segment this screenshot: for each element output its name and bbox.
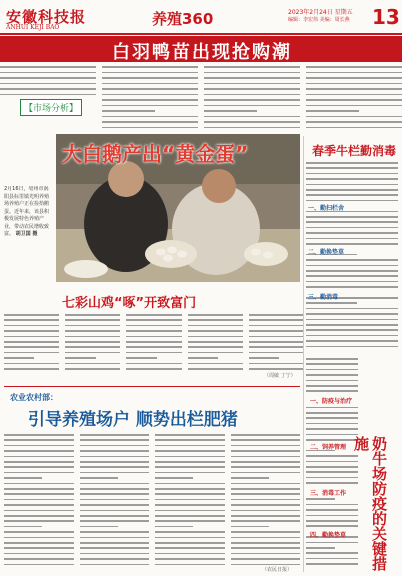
text-line	[231, 526, 269, 528]
pheasant-story-byline: （周敏 丁宁）	[264, 373, 296, 379]
text-line	[306, 94, 402, 96]
text-line	[204, 83, 300, 85]
lead-headline: 白羽鸭苗出现抢购潮	[112, 42, 292, 63]
text-line	[126, 363, 181, 365]
text-line	[80, 520, 150, 522]
text-line	[204, 116, 300, 118]
text-line	[306, 461, 358, 463]
text-line	[4, 352, 59, 354]
text-line	[102, 77, 198, 79]
text-line	[4, 368, 59, 370]
text-line	[249, 346, 304, 348]
text-line	[306, 259, 398, 261]
text-line	[306, 477, 358, 479]
text-line	[231, 547, 301, 549]
text-line	[306, 189, 398, 191]
text-line	[126, 336, 181, 338]
text-line	[306, 121, 402, 123]
text-line	[155, 472, 225, 474]
text-line	[4, 537, 74, 539]
text-line	[65, 346, 120, 348]
text-line	[80, 510, 150, 512]
text-line	[249, 352, 304, 354]
text-line	[231, 434, 301, 436]
text-line	[231, 520, 301, 522]
text-line	[306, 265, 398, 267]
newspaper-logo-subtitle: ANHUI KEJI BAO	[6, 24, 60, 31]
text-line	[102, 83, 198, 85]
dairy-subhead-2: 二、饲养管理	[310, 444, 347, 451]
photo-credit: 胡卫国 摄	[15, 231, 38, 237]
text-line	[65, 319, 120, 321]
text-line	[306, 270, 398, 272]
text-line	[4, 450, 74, 452]
text-line	[4, 547, 74, 549]
text-line	[204, 110, 257, 112]
bottom-story-title: 引导养殖场户 顺势出栏肥猪	[28, 410, 238, 430]
text-line	[231, 542, 301, 544]
text-line	[4, 434, 74, 436]
text-line	[4, 466, 74, 468]
text-line	[306, 162, 398, 164]
text-line	[155, 537, 225, 539]
text-line	[102, 72, 198, 74]
photo-caption	[4, 186, 52, 278]
text-line	[155, 564, 225, 566]
text-line	[306, 412, 358, 414]
text-line	[155, 499, 225, 501]
text-line	[155, 520, 225, 522]
dairy-story-title: 奶牛场防疫的关键措施	[352, 436, 388, 571]
text-line	[306, 324, 398, 326]
text-line	[155, 445, 225, 447]
text-line	[306, 515, 358, 517]
text-line	[155, 553, 225, 555]
text-line	[231, 466, 301, 468]
text-line	[306, 116, 402, 118]
text-line	[306, 369, 358, 371]
text-line	[249, 341, 304, 343]
text-line	[231, 477, 269, 479]
text-line	[249, 325, 304, 327]
text-line	[188, 325, 243, 327]
text-line	[231, 553, 301, 555]
text-line	[102, 121, 198, 123]
text-line	[306, 178, 398, 180]
text-line	[306, 99, 402, 101]
text-line	[231, 504, 301, 506]
text-line	[306, 232, 398, 234]
text-line	[231, 445, 301, 447]
text-line	[126, 314, 181, 316]
text-line	[249, 368, 304, 370]
text-line	[231, 515, 301, 517]
text-line	[4, 314, 59, 316]
text-line	[155, 515, 225, 517]
text-line	[102, 116, 198, 118]
text-line	[306, 520, 358, 522]
text-line	[231, 472, 301, 474]
text-line	[4, 488, 74, 490]
text-line	[204, 88, 300, 90]
text-line	[231, 510, 301, 512]
text-line	[80, 564, 150, 566]
text-line	[65, 368, 120, 370]
text-line	[306, 308, 398, 310]
text-line	[306, 471, 358, 473]
text-line	[204, 121, 300, 123]
text-line	[155, 466, 225, 468]
text-line	[231, 461, 301, 463]
text-line	[155, 504, 225, 506]
text-line	[188, 330, 243, 332]
text-line	[126, 319, 181, 321]
text-line	[231, 558, 301, 560]
text-line	[102, 94, 198, 96]
bottom-story-body	[4, 432, 300, 566]
text-line	[204, 127, 300, 129]
text-line	[80, 493, 150, 495]
text-line	[4, 558, 74, 560]
text-line	[306, 127, 402, 129]
text-line	[155, 547, 225, 549]
photo-caption-text: 2月16日，亳州市涡阳县标里镇光明养殖场养殖户正在捡拾鹅蛋。近年来，该县积极发展特色养殖产业，带动农民增收致富。	[4, 186, 50, 237]
text-line	[0, 77, 96, 79]
section-divider	[4, 386, 300, 387]
text-line	[306, 216, 398, 218]
text-line	[306, 423, 358, 425]
text-line	[306, 243, 398, 245]
text-line	[80, 461, 150, 463]
text-line	[306, 374, 358, 376]
text-line	[4, 542, 74, 544]
text-line	[204, 99, 300, 101]
text-line	[231, 456, 301, 458]
text-line	[4, 336, 59, 338]
text-line	[249, 357, 279, 359]
spring-story-title: 春季牛栏勤消毒	[312, 144, 397, 158]
text-line	[4, 564, 74, 566]
text-line	[306, 385, 358, 387]
text-line	[306, 340, 398, 342]
spring-subhead-1: 一、勤扫栏舍	[308, 205, 345, 212]
text-line	[155, 439, 225, 441]
text-line	[155, 510, 225, 512]
text-line	[4, 483, 74, 485]
text-line	[306, 238, 398, 240]
text-line	[155, 542, 225, 544]
text-line	[249, 314, 304, 316]
text-line	[231, 488, 301, 490]
text-line	[126, 346, 181, 348]
text-line	[306, 509, 358, 511]
text-line	[4, 510, 74, 512]
text-line	[306, 194, 398, 196]
text-line	[306, 105, 402, 107]
text-line	[80, 483, 150, 485]
text-line	[126, 325, 181, 327]
text-line	[126, 352, 181, 354]
text-line	[204, 72, 300, 74]
text-line	[306, 417, 358, 419]
text-line	[4, 363, 59, 365]
text-line	[306, 563, 358, 565]
text-line	[4, 439, 74, 441]
pheasant-story-title: 七彩山鸡“啄”开致富门	[62, 296, 197, 311]
text-line	[188, 336, 243, 338]
text-line	[188, 352, 243, 354]
text-line	[80, 515, 150, 517]
text-line	[231, 564, 301, 566]
text-line	[306, 552, 358, 554]
text-line	[306, 346, 398, 348]
text-line	[65, 341, 120, 343]
text-line	[80, 456, 150, 458]
dairy-subhead-1: 一、防疫与治疗	[310, 398, 353, 405]
spring-subhead-3: 三、勤消毒	[308, 294, 339, 301]
text-line	[188, 314, 243, 316]
text-line	[231, 439, 301, 441]
text-line	[306, 363, 358, 365]
masthead-rule	[0, 33, 402, 35]
text-line	[306, 313, 398, 315]
text-line	[4, 357, 34, 359]
text-line	[306, 498, 335, 500]
text-line	[306, 227, 398, 229]
spring-subhead-2: 二、勤换垫草	[308, 249, 345, 256]
text-line	[4, 553, 74, 555]
section-title: 养殖360	[152, 10, 214, 28]
text-line	[306, 329, 398, 331]
text-line	[65, 314, 120, 316]
text-line	[306, 221, 398, 223]
text-line	[231, 531, 301, 533]
text-line	[306, 83, 402, 85]
text-line	[80, 526, 118, 528]
text-line	[80, 466, 150, 468]
text-line	[80, 558, 150, 560]
text-line	[155, 526, 193, 528]
text-line	[80, 542, 150, 544]
text-line	[65, 357, 95, 359]
text-line	[306, 200, 398, 202]
text-line	[155, 531, 225, 533]
text-line	[155, 493, 225, 495]
text-line	[80, 434, 150, 436]
text-line	[0, 83, 96, 85]
issue-date: 2023年2月24日 星期五	[288, 9, 353, 16]
text-line	[306, 390, 358, 392]
pheasant-story-body	[4, 312, 304, 372]
text-line	[306, 358, 358, 360]
newspaper-logo: 安徽科技报	[6, 8, 87, 26]
text-line	[306, 542, 358, 544]
text-line	[0, 88, 96, 90]
text-line	[155, 461, 225, 463]
text-line	[4, 526, 42, 528]
text-line	[188, 357, 218, 359]
text-line	[306, 434, 358, 436]
text-line	[306, 281, 398, 283]
text-line	[80, 445, 150, 447]
text-line	[80, 547, 150, 549]
text-line	[306, 66, 402, 68]
text-line	[102, 127, 198, 129]
text-line	[188, 368, 243, 370]
text-line	[231, 483, 301, 485]
column-divider	[303, 136, 304, 572]
text-line	[126, 330, 181, 332]
text-line	[4, 531, 74, 533]
text-line	[306, 466, 358, 468]
text-line	[4, 330, 59, 332]
text-line	[306, 504, 358, 506]
text-line	[102, 66, 198, 68]
text-line	[231, 450, 301, 452]
text-line	[4, 493, 74, 495]
text-line	[65, 330, 120, 332]
text-line	[306, 407, 358, 409]
text-line	[204, 105, 300, 107]
text-line	[4, 472, 74, 474]
text-line	[306, 167, 398, 169]
text-line	[102, 99, 198, 101]
text-line	[4, 445, 74, 447]
text-line	[65, 325, 120, 327]
text-line	[80, 439, 150, 441]
text-line	[155, 488, 225, 490]
text-line	[102, 110, 155, 112]
text-line	[306, 439, 358, 441]
text-line	[306, 335, 398, 337]
text-line	[4, 461, 74, 463]
text-line	[306, 428, 358, 430]
text-line	[306, 547, 335, 549]
text-line	[204, 77, 300, 79]
text-line	[249, 319, 304, 321]
text-line	[4, 456, 74, 458]
text-line	[306, 455, 358, 457]
text-line	[4, 325, 59, 327]
text-line	[4, 319, 59, 321]
text-line	[65, 336, 120, 338]
text-line	[306, 173, 398, 175]
text-line	[4, 477, 42, 479]
text-line	[102, 88, 198, 90]
text-line	[155, 477, 193, 479]
text-line	[231, 499, 301, 501]
text-line	[126, 368, 181, 370]
text-line	[4, 499, 74, 501]
text-line	[306, 302, 357, 304]
dairy-subhead-4: 四、勤换垫草	[310, 532, 347, 539]
text-line	[80, 472, 150, 474]
text-line	[306, 525, 358, 527]
text-line	[65, 352, 120, 354]
market-analysis-tag: 【市场分析】	[20, 99, 82, 116]
text-line	[306, 110, 359, 112]
text-line	[231, 537, 301, 539]
text-line	[126, 357, 156, 359]
text-line	[4, 341, 59, 343]
text-line	[155, 434, 225, 436]
text-line	[306, 380, 358, 382]
text-line	[155, 450, 225, 452]
text-line	[188, 319, 243, 321]
text-line	[4, 520, 74, 522]
text-line	[80, 450, 150, 452]
text-line	[306, 77, 402, 79]
text-line	[155, 456, 225, 458]
text-line	[306, 319, 398, 321]
text-line	[306, 88, 402, 90]
lead-headline-bar	[0, 36, 402, 62]
text-line	[306, 558, 358, 560]
text-line	[102, 105, 198, 107]
text-line	[0, 72, 96, 74]
text-line	[80, 488, 150, 490]
text-line	[155, 483, 225, 485]
text-line	[306, 482, 358, 484]
text-line	[306, 275, 398, 277]
page-number: 13	[372, 5, 400, 29]
text-line	[4, 346, 59, 348]
text-line	[188, 346, 243, 348]
text-line	[126, 341, 181, 343]
text-line	[306, 286, 398, 288]
dairy-subhead-3: 三、消毒工作	[310, 490, 347, 497]
masthead	[0, 0, 402, 34]
text-line	[80, 499, 150, 501]
text-line	[0, 66, 96, 68]
text-line	[80, 537, 150, 539]
bottom-story-byline: （农民日报）	[262, 567, 293, 573]
text-line	[80, 553, 150, 555]
text-line	[80, 477, 118, 479]
text-line	[4, 504, 74, 506]
text-line	[204, 94, 300, 96]
text-line	[4, 515, 74, 517]
text-line	[204, 66, 300, 68]
text-line	[155, 558, 225, 560]
text-line	[249, 330, 304, 332]
text-line	[188, 341, 243, 343]
editor-credits: 编辑：李宏伟 美编：周长燕	[288, 17, 350, 23]
text-line	[188, 363, 243, 365]
text-line	[80, 531, 150, 533]
text-line	[231, 493, 301, 495]
text-line	[65, 363, 120, 365]
goose-egg-photo	[56, 134, 300, 282]
text-line	[80, 504, 150, 506]
photo-banner-title: 大白鹅产出“黄金蛋”	[62, 142, 249, 166]
text-line	[306, 72, 402, 74]
bottom-story-kicker: 农业农村部：	[10, 393, 58, 402]
text-line	[249, 336, 304, 338]
text-line	[0, 94, 96, 96]
text-line	[306, 184, 398, 186]
text-line	[249, 363, 304, 365]
